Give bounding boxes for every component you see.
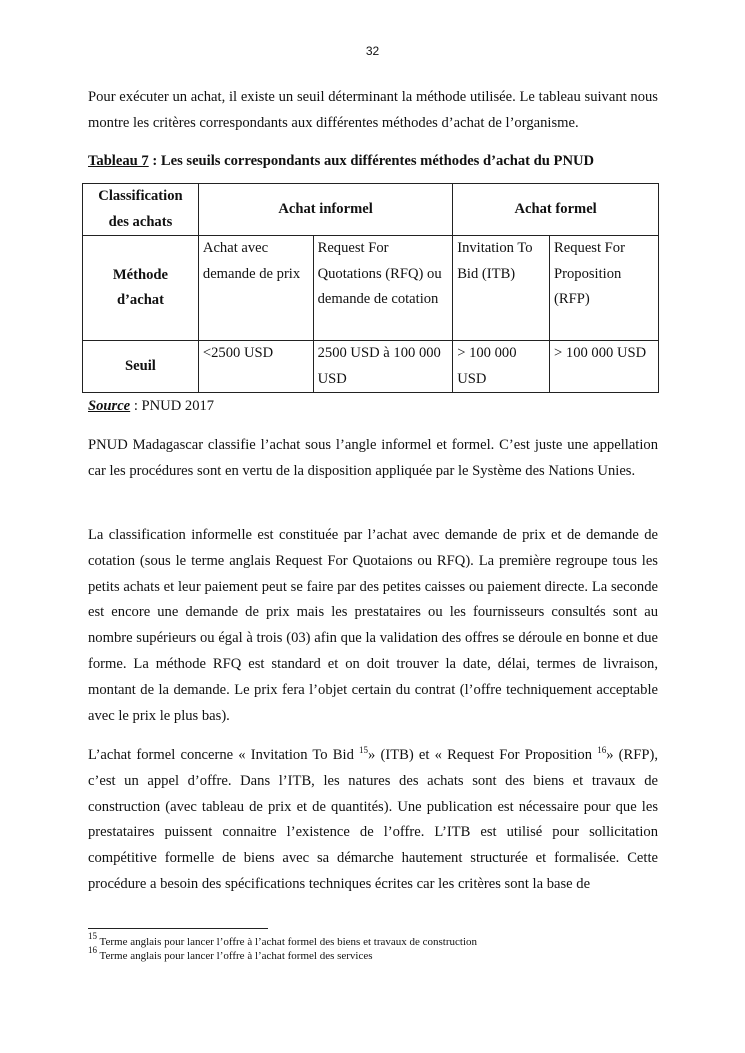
footnote-ref-15: 15 (359, 745, 369, 755)
table-caption (88, 153, 594, 170)
paragraph-3: La classification informelle est constituée par l’achat avec demande de prix et de demande de cotation (sous le terme anglais Request For Quotaions ou RFQ). La première regroupe tous les petits achats et leur paiement peut se faire par des petites caisses ou paiement directe. La seconde est encore une demande de prix mais les prestataires ou les fournisseurs consultés sont au nombre supérieurs ou égal à trois (03) afin que la validation des offres se déroule en bonne et due forme. La méthode RFQ est standard et on doit trouver la date, délai, termes de livraison, montant de la demande. Le prix fera l’objet certain du contrat (l’offre techniquement acceptable avec le prix le plus bas). (88, 527, 658, 724)
table-cell: Request For Quotations (RFQ) ou demande de cotation (313, 236, 453, 341)
header-classification: Classification des achats (83, 184, 199, 236)
footnote-number: 15 (88, 931, 97, 941)
footnote-15 (88, 931, 478, 949)
para4-text: L’achat formel concerne « Invitation To Bid (88, 747, 360, 763)
table-row (83, 341, 659, 393)
header-formel: Achat formel (453, 184, 659, 236)
thresholds-table (82, 183, 659, 393)
footnote-number: 16 (88, 945, 97, 955)
table-cell: 2500 USD à 100 000 USD (313, 341, 453, 393)
paragraph-2: PNUD Madagascar classifie l’achat sous l’angle informel et formel. C’est juste une appellation car les procédures sont en vertu de la disposition appliquée par le Système des Nations Unies. (88, 437, 658, 479)
source-label: Source (88, 398, 131, 414)
table-cell: Invitation To Bid (ITB) (453, 236, 550, 341)
table-cell: Request For Proposition (RFP) (550, 236, 659, 341)
footnote-ref-16: 16 (597, 745, 607, 755)
table-cell: <2500 USD (198, 341, 313, 393)
row-label-methode: Méthode d’achat (83, 236, 199, 341)
footnote-separator (88, 928, 268, 929)
caption-text: : Les seuils correspondants aux différentes méthodes d’achat du PNUD (148, 153, 595, 169)
intro-paragraph: Pour exécuter un achat, il existe un seuil déterminant la méthode utilisée. Le tableau suivant nous montre les critères correspondants aux différentes méthodes d’achat de l’organisme. (88, 89, 658, 131)
para4-text: » (RFP), c’est un appel d’offre. Dans l’ITB, les natures des achats sont des biens et travaux de construction (avec tableau de prix et de quantités). Une publication est nécessaire pour que les prestataires puissent connaitre l’existence de l’offre. L’ITB est utilisé pour sollicitation compétitive formelle de biens avec sa démarche hautement structurée et formalisée. Cette procédure a besoin des spécifications techniques écrites car les critères sont la base de (88, 747, 658, 892)
table-cell: > 100 000 USD (453, 341, 550, 393)
table-row (83, 184, 659, 236)
row-label-seuil: Seuil (83, 341, 199, 393)
page-number: 32 (365, 44, 380, 58)
para4-text: » (ITB) et « Request For Proposition (368, 747, 598, 763)
header-informel: Achat informel (198, 184, 452, 236)
footnote-text: Terme anglais pour lancer l’offre à l’achat formel des services (97, 950, 373, 962)
table-cell: Achat avec demande de prix (198, 236, 313, 341)
caption-label: Tableau 7 (88, 153, 149, 169)
table-source (88, 398, 214, 415)
table-row (83, 236, 659, 341)
footnote-16 (88, 945, 373, 963)
paragraph-4 (88, 743, 658, 898)
table-cell: > 100 000 USD (550, 341, 659, 393)
source-text: : PNUD 2017 (130, 398, 215, 414)
footnote-text: Terme anglais pour lancer l’offre à l’achat formel des biens et travaux de construction (97, 936, 478, 948)
